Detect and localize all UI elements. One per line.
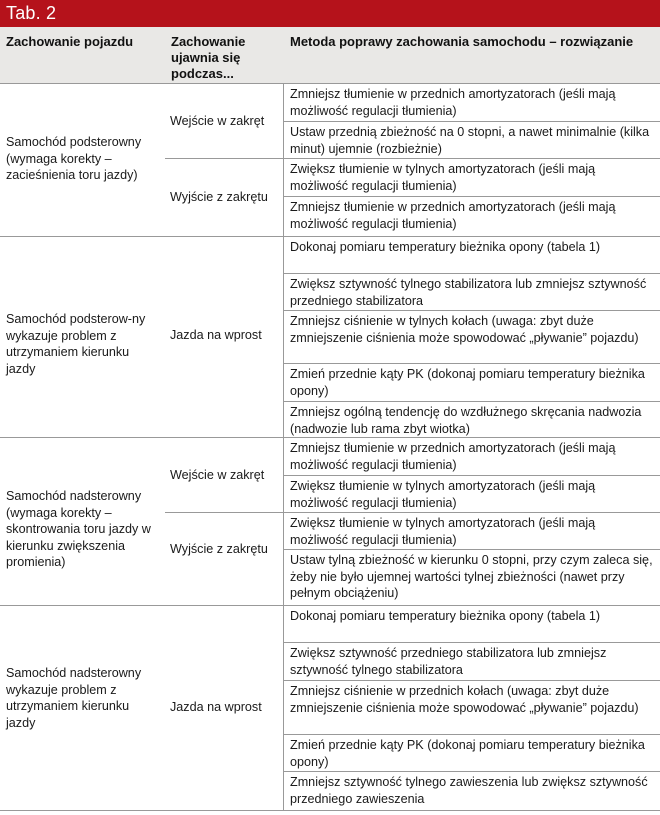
- solution-item: Ustaw przednią zbieżność na 0 stopni, a nawet minimalnie (kilka minut) ujemnie (rozbieżnie): [290, 125, 650, 156]
- situation-cell: Wyjście z zakrętu: [170, 190, 268, 204]
- table-group-3: [0, 437, 660, 605]
- solution-item: Zwiększ tłumienie w tylnych amortyzatorach (jeśli mają możliwość regulacji tłumienia): [290, 479, 596, 510]
- table-group-1: [0, 83, 660, 236]
- vehicle-behavior-cell: Samochód podsterow-ny wykazuje problem z utrzymaniem kierunku jazdy: [6, 312, 146, 376]
- situation-cell: Wyjście z zakrętu: [170, 542, 268, 556]
- vehicle-behavior-cell: Samochód nadsterowny (wymaga korekty – skontrowania toru jazdy w kierunku zwiększenia promienia): [6, 489, 151, 569]
- header-behavior-occurs-during: Zachowanie ujawnia się podczas...: [171, 34, 246, 81]
- table-group-4: [0, 605, 660, 811]
- situation-cell: Wejście w zakręt: [170, 114, 265, 128]
- header-vehicle-behavior: Zachowanie pojazdu: [6, 34, 134, 49]
- situation-cell: Jazda na wprost: [170, 328, 262, 342]
- solution-item: Zwiększ sztywność tylnego stabilizatora lub zmniejsz sztywność przedniego stabilizatora: [290, 277, 647, 308]
- solution-item: Zmień przednie kąty PK (dokonaj pomiaru temperatury bieżnika opony): [290, 367, 645, 398]
- solution-item: Zwiększ sztywność przedniego stabilizatora lub zmniejsz sztywność tylnego stabilizatora: [290, 646, 607, 677]
- solution-item: Zmniejsz tłumienie w przednich amortyzatorach (jeśli mają możliwość regulacji tłumienia): [290, 441, 616, 472]
- solution-item: Zmniejsz tłumienie w przednich amortyzatorach (jeśli mają możliwość regulacji tłumienia): [290, 200, 616, 231]
- solution-item: Zmniejsz ogólną tendencję do wzdłużnego skręcania nadwozia (nadwozie lub rama zbyt wiotka): [290, 405, 642, 436]
- vehicle-behavior-cell: Samochód nadsterowny wykazuje problem z utrzymaniem kierunku jazdy: [6, 666, 142, 730]
- solution-item: Zmniejsz tłumienie w przednich amortyzatorach (jeśli mają możliwość regulacji tłumienia): [290, 87, 616, 118]
- solution-item: Zwiększ tłumienie w tylnych amortyzatorach (jeśli mają możliwość regulacji tłumienia): [290, 516, 596, 547]
- table-group-2: [0, 236, 660, 437]
- situation-cell: Wejście w zakręt: [170, 468, 265, 482]
- table-title: Tab. 2: [0, 0, 660, 27]
- solution-item: Dokonaj pomiaru temperatury bieżnika opony (tabela 1): [290, 609, 601, 623]
- solution-item: Dokonaj pomiaru temperatury bieżnika opony (tabela 1): [290, 240, 601, 254]
- vehicle-behavior-cell: Samochód podsterowny (wymaga korekty – zacieśnienia toru jazdy): [6, 135, 142, 182]
- solution-item: Zmniejsz ciśnienie w przednich kołach (uwaga: zbyt duże zmniejszenie ciśnienia może spowodować „pływanie” pojazdu): [290, 684, 639, 715]
- table-header: [0, 27, 660, 83]
- solution-item: Zmniejsz ciśnienie w tylnych kołach (uwaga: zbyt duże zmniejszenie ciśnienia może spowodować „pływanie” pojazdu): [290, 314, 639, 345]
- header-improvement-method: Metoda poprawy zachowania samochodu – rozwiązanie: [290, 34, 634, 49]
- solution-item: Zwiększ tłumienie w tylnych amortyzatorach (jeśli mają możliwość regulacji tłumienia): [290, 162, 596, 193]
- situation-cell: Jazda na wprost: [170, 700, 262, 714]
- solution-item: Ustaw tylną zbieżność w kierunku 0 stopni, przy czym zaleca się, żeby nie było ujemnej wartości tylnej zbieżności (nawet przy pełnym obciążeniu): [290, 553, 653, 600]
- solution-item: Zmniejsz sztywność tylnego zawieszenia lub zwiększ sztywność przedniego zawieszenia: [290, 775, 648, 806]
- solution-item: Zmień przednie kąty PK (dokonaj pomiaru temperatury bieżnika opony): [290, 738, 645, 769]
